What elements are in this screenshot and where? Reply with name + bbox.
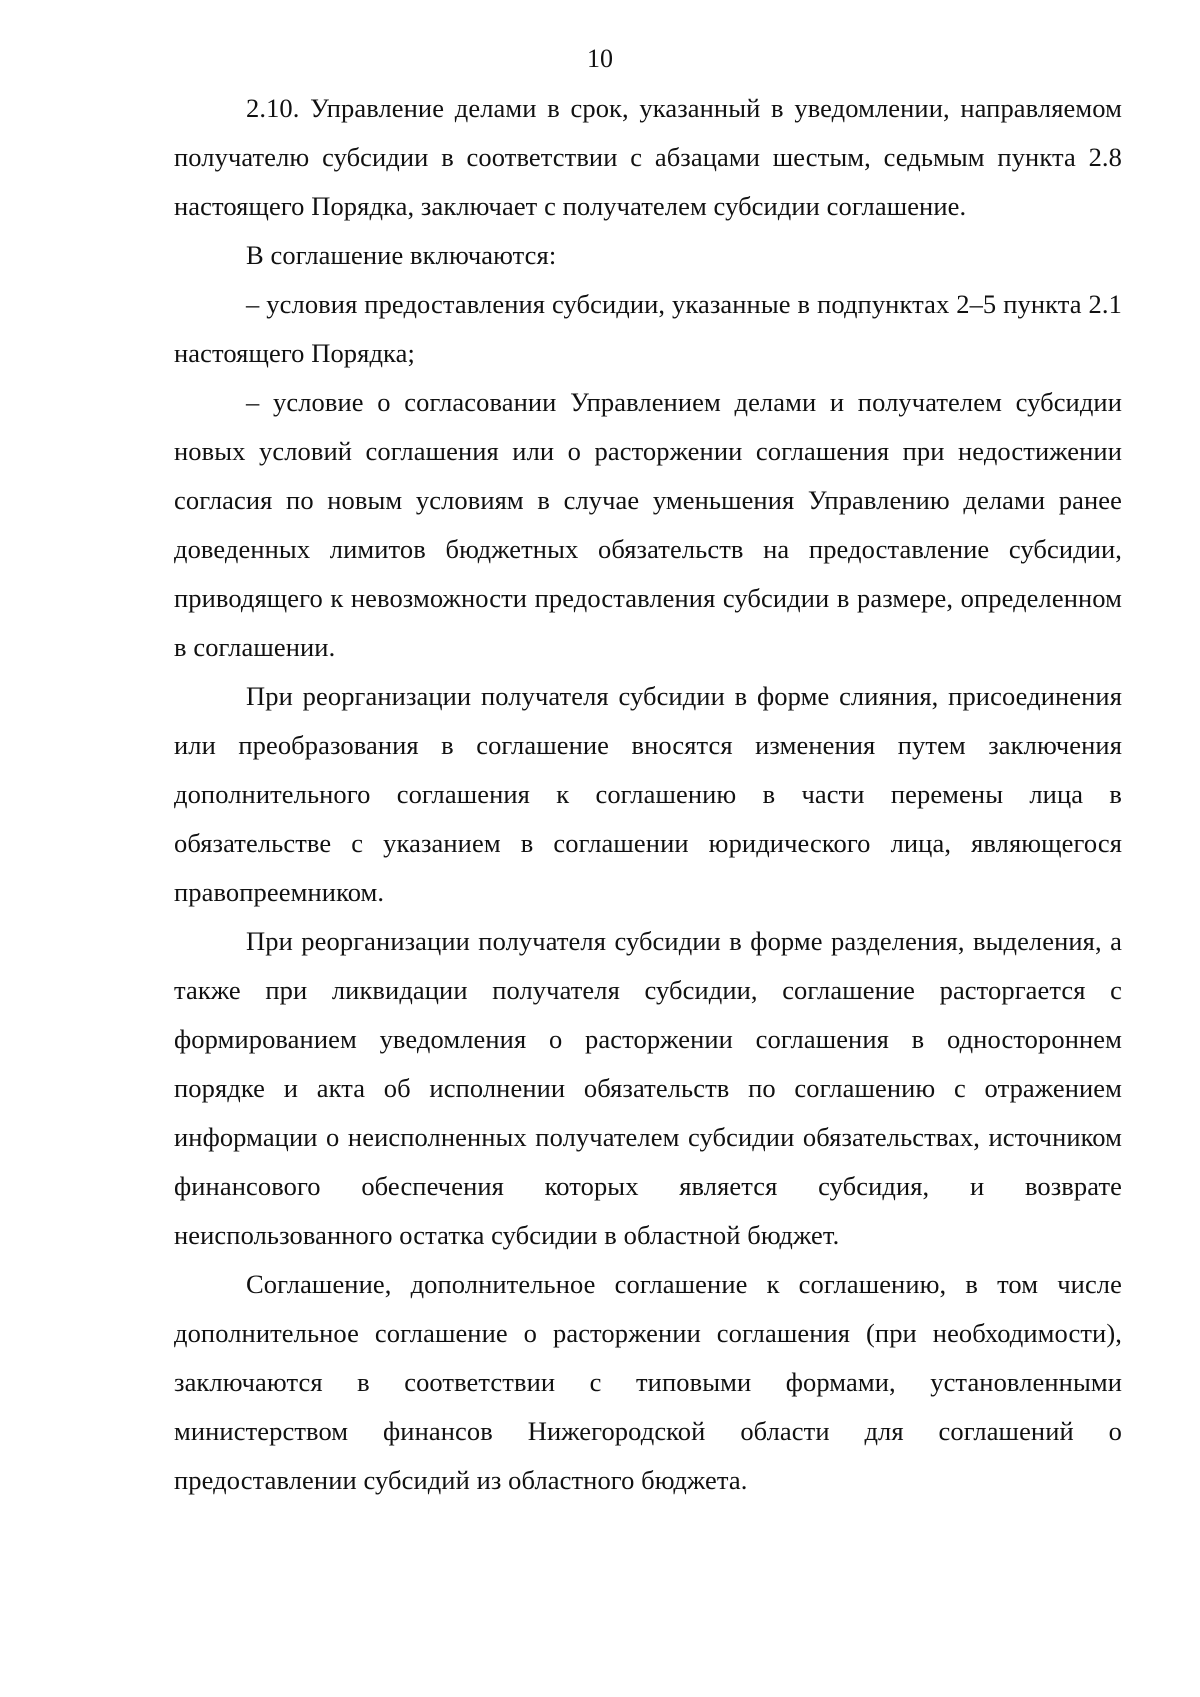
paragraph-renegotiation-item: – условие о согласовании Управлением делами и получателем субсидии новых условий соглашения или о расторжении соглашения при недостижении согласия по новым условиям в случае уменьшения Управлению делами ранее доведенных лимитов бюджетных обязательств на предоставление субсидии, приводящего к невозможности предоставления субсидии в размере, определенном в соглашении. bbox=[174, 387, 1122, 662]
paragraph-agreement-includes: В соглашение включаются: bbox=[246, 240, 557, 270]
paragraph-standard-forms: Соглашение, дополнительное соглашение к соглашению, в том числе дополнительное соглашение о расторжении соглашения (при необходимости), заключаются в соответствии с типовыми формами, установленными министерством финансов Нижегородской области для соглашений о предоставлении субсидий из областного бюджета. bbox=[174, 1269, 1122, 1495]
document-body bbox=[174, 84, 1122, 1505]
paragraph-reorganization-merger: При реорганизации получателя субсидии в форме слияния, присоединения или преобразования в соглашение вносятся изменения путем заключения дополнительного соглашения к соглашению в части перемены лица в обязательстве с указанием в соглашении юридического лица, являющегося правопреемником. bbox=[174, 681, 1122, 907]
paragraph-reorganization-division: При реорганизации получателя субсидии в форме разделения, выделения, а также при ликвидации получателя субсидии, соглашение расторгается с формированием уведомления о расторжении соглашения в одностороннем порядке и акта об исполнении обязательств по соглашению с отражением информации о неисполненных получателем субсидии обязательствах, источником финансового обеспечения которых является субсидия, и возврате неиспользованного остатка субсидии в областной бюджет. bbox=[174, 926, 1122, 1250]
paragraph-conditions-item: – условия предоставления субсидии, указанные в подпунктах 2–5 пункта 2.1 настоящего Порядка; bbox=[174, 289, 1122, 368]
page-number: 10 bbox=[587, 44, 613, 73]
paragraph-2-10: 2.10. Управление делами в срок, указанный в уведомлении, направляемом получателю субсидии в соответствии с абзацами шестым, седьмым пункта 2.8 настоящего Порядка, заключает с получателем субсидии соглашение. bbox=[174, 93, 1122, 221]
